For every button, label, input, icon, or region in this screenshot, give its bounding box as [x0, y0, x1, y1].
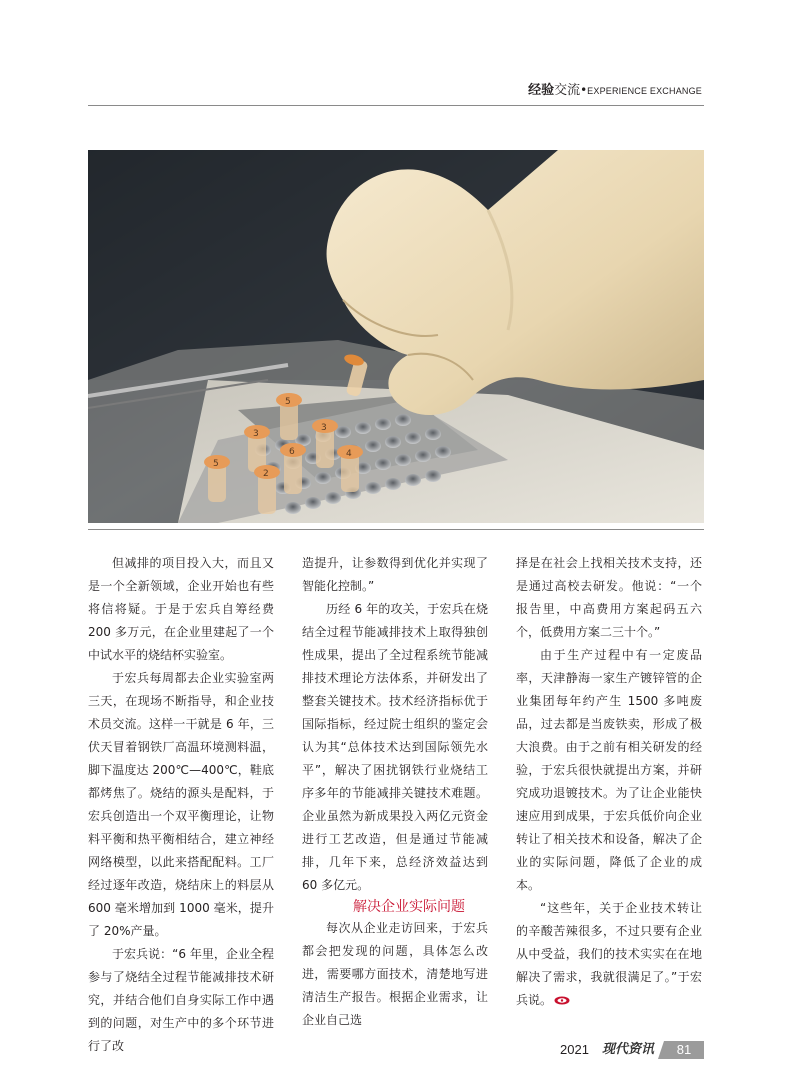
paragraph: 于宏兵每周都去企业实验室两三天，在现场不断指导，和企业技术员交流。这样一干就是 6 年，三伏天冒着钢铁厂高温环境测料温，脚下温度达 200℃—400℃，鞋底都烤焦了。烧结的源头是配料，于宏兵创造出一个双平衡理论，让物料平衡和热平衡相结合，建立神经网络模型，以此来搭配配料。工厂经过逐年改造，烧结床上的料层从 600 毫米增加到 1000 毫米，提升了 20%产量。: [88, 671, 274, 938]
article-column-1: [88, 552, 274, 1058]
lab-photo: [88, 150, 704, 523]
paragraph-continuation: 择是在社会上找相关技术支持，还是通过高校去研发。他说：“一个报告里，中高费用方案起码五六个，低费用方案二三十个。”: [516, 556, 702, 639]
tube-label: 2: [263, 469, 269, 479]
tube-label: 5: [213, 459, 219, 469]
header-rule: [88, 105, 704, 106]
paragraph-final: [516, 897, 702, 1012]
issue-year: 2021: [560, 1042, 589, 1057]
page-number: 81: [664, 1041, 704, 1059]
tube-label: 4: [346, 449, 352, 459]
section-title-light: 交流: [554, 83, 581, 98]
end-mark-icon: [554, 996, 570, 1005]
paragraph-text: “这些年，关于企业技术转让的辛酸苦辣很多，不过只要有企业从中受益，我们的技术实实在在地解决了需求，我就很满足了。”于宏兵说。: [516, 901, 702, 1007]
page-footer: [560, 1040, 704, 1060]
magazine-name: 现代资讯: [602, 1042, 655, 1057]
section-header: [480, 80, 702, 100]
section-separator: •: [580, 83, 588, 97]
paragraph: 由于生产过程中有一定废品率，天津静海一家生产镀锌管的企业集团每年约产生 1500 多吨废品，过去都是当废铁卖，形成了极大浪费。由于之前有相关研发的经验，于宏兵很快就提出方案，并研究成功退镀技术。为了让企业能快速应用到成果，于宏兵低价向企业转让了相关技术和设备，解决了企业的实际问题，降低了企业的成本。: [516, 648, 702, 892]
article-column-3: [516, 552, 702, 1012]
photo-rule: [88, 529, 704, 530]
section-title-bold: 经验: [528, 83, 555, 98]
paragraph-continuation: 造提升，让参数得到优化并实现了智能化控制。”: [302, 556, 488, 593]
paragraph: 历经 6 年的攻关，于宏兵在烧结全过程节能减排技术上取得独创性成果，提出了全过程系统节能减排技术理论方法体系，并研发出了整套关键技术。技术经济指标优于国际指标，经过院士组织的鉴定会认为其“总体技术达到国际领先水平”，解决了困扰钢铁行业烧结工序多年的节能减排关键技术难题。企业虽然为新成果投入两亿元资金进行工艺改造，但是通过节能减排，几年下来，总经济效益达到 60 多亿元。: [302, 602, 488, 892]
paragraph: 每次从企业走访回来，于宏兵都会把发现的问题，具体怎么改进，需要哪方面技术，清楚地写进清洁生产报告。根据企业需求，让企业自己选: [302, 921, 488, 1027]
section-title-english: EXPERIENCE EXCHANGE: [587, 86, 702, 96]
tube-label: 6: [289, 447, 295, 457]
tube-label: 3: [253, 429, 259, 439]
paragraph: 于宏兵说：“6 年里，企业全程参与了烧结全过程节能减排技术研究，并结合他们自身实际工作中遇到的问题，对生产中的多个环节进行了改: [88, 947, 274, 1053]
tube-label: 3: [321, 423, 327, 433]
paragraph: 但减排的项目投入大，而且又是一个全新领域，企业开始也有些将信将疑。于是于宏兵自筹经费 200 多万元，在企业里建起了一个中试水平的烧结杯实验室。: [88, 556, 274, 662]
tube-label: 5: [285, 397, 291, 407]
section-subheading: 解决企业实际问题: [353, 899, 465, 915]
article-column-2: [302, 552, 488, 1032]
